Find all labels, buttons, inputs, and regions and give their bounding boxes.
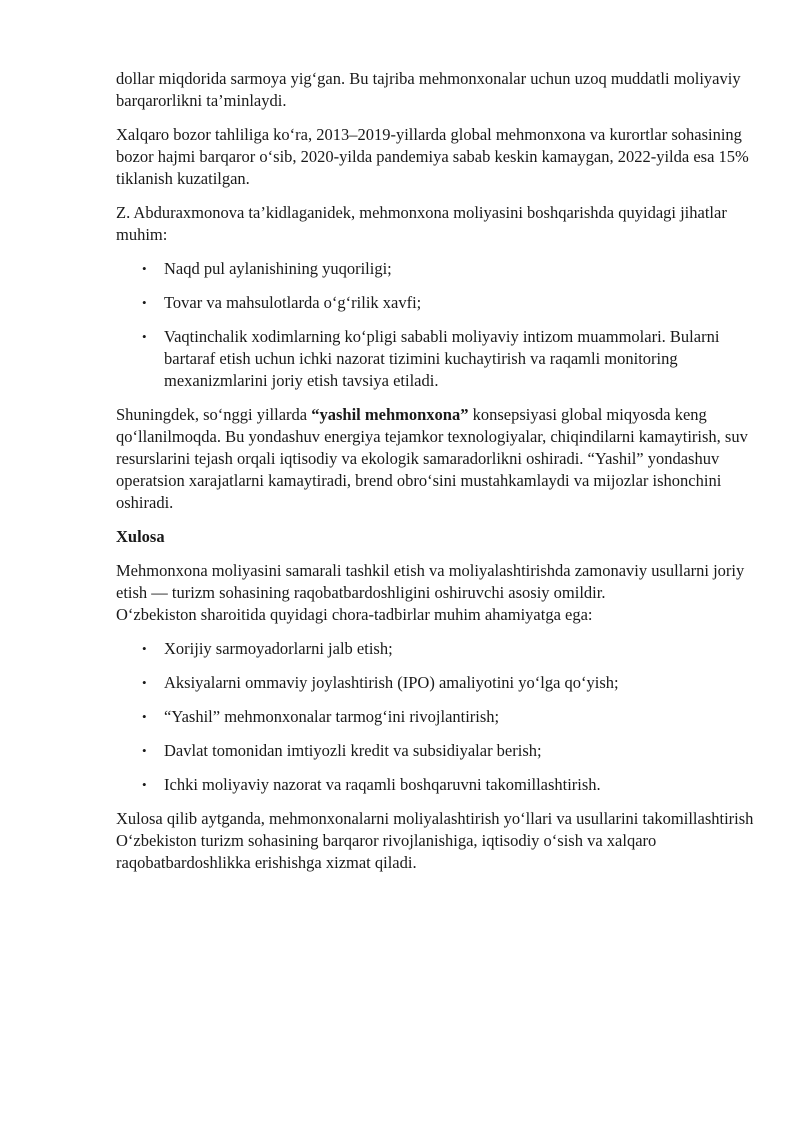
paragraph-measures-intro: O‘zbekiston sharoitida quyidagi chora-tadbirlar muhim ahamiyatga ega: <box>116 605 593 624</box>
list-item <box>116 774 756 796</box>
list-item <box>116 740 756 762</box>
bullet-marker: • <box>142 777 147 792</box>
list-item-text: Naqd pul aylanishining yuqoriligi; <box>164 259 392 278</box>
paragraph-market-analysis: Xalqaro bozor tahliliga ko‘ra, 2013–2019-yillarda global mehmonxona va kurortlar sohasining bozor hajmi barqaror o‘sib, 2020-yilda pandemiya sabab keskin kamaygan, 2022-yilda esa 15% tiklanish kuzatilgan. <box>116 125 749 188</box>
list-item <box>116 292 756 314</box>
list-item-text: “Yashil” mehmonxonalar tarmog‘ini rivojlantirish; <box>164 707 500 726</box>
list-item-text: Aksiyalarni ommaviy joylashtirish (IPO) amaliyotini yo‘lga qo‘yish; <box>164 673 619 692</box>
bullet-marker: • <box>142 709 147 724</box>
green-hotel-text-start: Shuningdek, so‘nggi yillarda <box>116 405 312 424</box>
section-heading-conclusion: Xulosa <box>116 527 165 546</box>
list-item-text: Ichki moliyaviy nazorat va raqamli boshqaruvni takomillashtirish. <box>164 775 601 794</box>
bullet-marker: • <box>142 641 147 656</box>
document-page <box>116 68 756 886</box>
paragraph-intro: dollar miqdorida sarmoya yig‘gan. Bu tajriba mehmonxonalar uchun uzoq muddatli moliyaviy barqarorlikni ta’minlaydi. <box>116 69 741 110</box>
bullet-marker: • <box>142 743 147 758</box>
bullet-marker: • <box>142 261 147 276</box>
risk-list <box>116 258 756 392</box>
bullet-marker: • <box>142 295 147 310</box>
measures-list <box>116 638 756 796</box>
list-item-text: Xorijiy sarmoyadorlarni jalb etish; <box>164 639 393 658</box>
list-item <box>116 638 756 660</box>
paragraph-key-aspects: Z. Abduraxmonova ta’kidlaganidek, mehmonxona moliyasini boshqarishda quyidagi jihatlar muhim: <box>116 203 727 244</box>
list-item-text: Tovar va mahsulotlarda o‘g‘rilik xavfi; <box>164 293 422 312</box>
list-item <box>116 326 756 392</box>
green-hotel-text-end: konsepsiyasi global miqyosda keng qo‘llanilmoqda. Bu yondashuv energiya tejamkor texnologiyalar, chiqindilarni kamaytirish, suv resurslarini tejash orqali iqtisodiy va ekologik samaradorlikni oshiradi. “Yashil” yondashuv operatsion xarajatlarni kamaytiradi, brend obro‘sini mustahkamlaydi va mijozlar ishonchini oshiradi. <box>116 405 748 512</box>
bullet-marker: • <box>142 329 147 344</box>
list-item-text: Davlat tomonidan imtiyozli kredit va subsidiyalar berish; <box>164 741 542 760</box>
paragraph-conclusion-main: Mehmonxona moliyasini samarali tashkil etish va moliyalashtirishda zamonaviy usullarni joriy etish — turizm sohasining raqobatbardoshligini oshiruvchi asosiy omildir. <box>116 561 745 602</box>
paragraph-green-hotel <box>116 404 756 514</box>
list-item-text: Vaqtinchalik xodimlarning ko‘pligi sababli moliyaviy intizom muammolari. Bularni bartaraf etish uchun ichki nazorat tizimini kuchaytirish va raqamli monitoring mexanizmlarini joriy etish tavsiya etiladi. <box>164 327 720 390</box>
paragraph-final-conclusion: Xulosa qilib aytganda, mehmonxonalarni moliyalashtirish yo‘llari va usullarini takomillashtirish O‘zbekiston turizm sohasining barqaror rivojlanishiga, iqtisodiy o‘sish va xalqaro raqobatbardoshlikka erishishga xizmat qiladi. <box>116 809 754 872</box>
list-item <box>116 258 756 280</box>
bullet-marker: • <box>142 675 147 690</box>
list-item <box>116 672 756 694</box>
list-item <box>116 706 756 728</box>
green-hotel-term: “yashil mehmonxona” <box>311 405 469 424</box>
